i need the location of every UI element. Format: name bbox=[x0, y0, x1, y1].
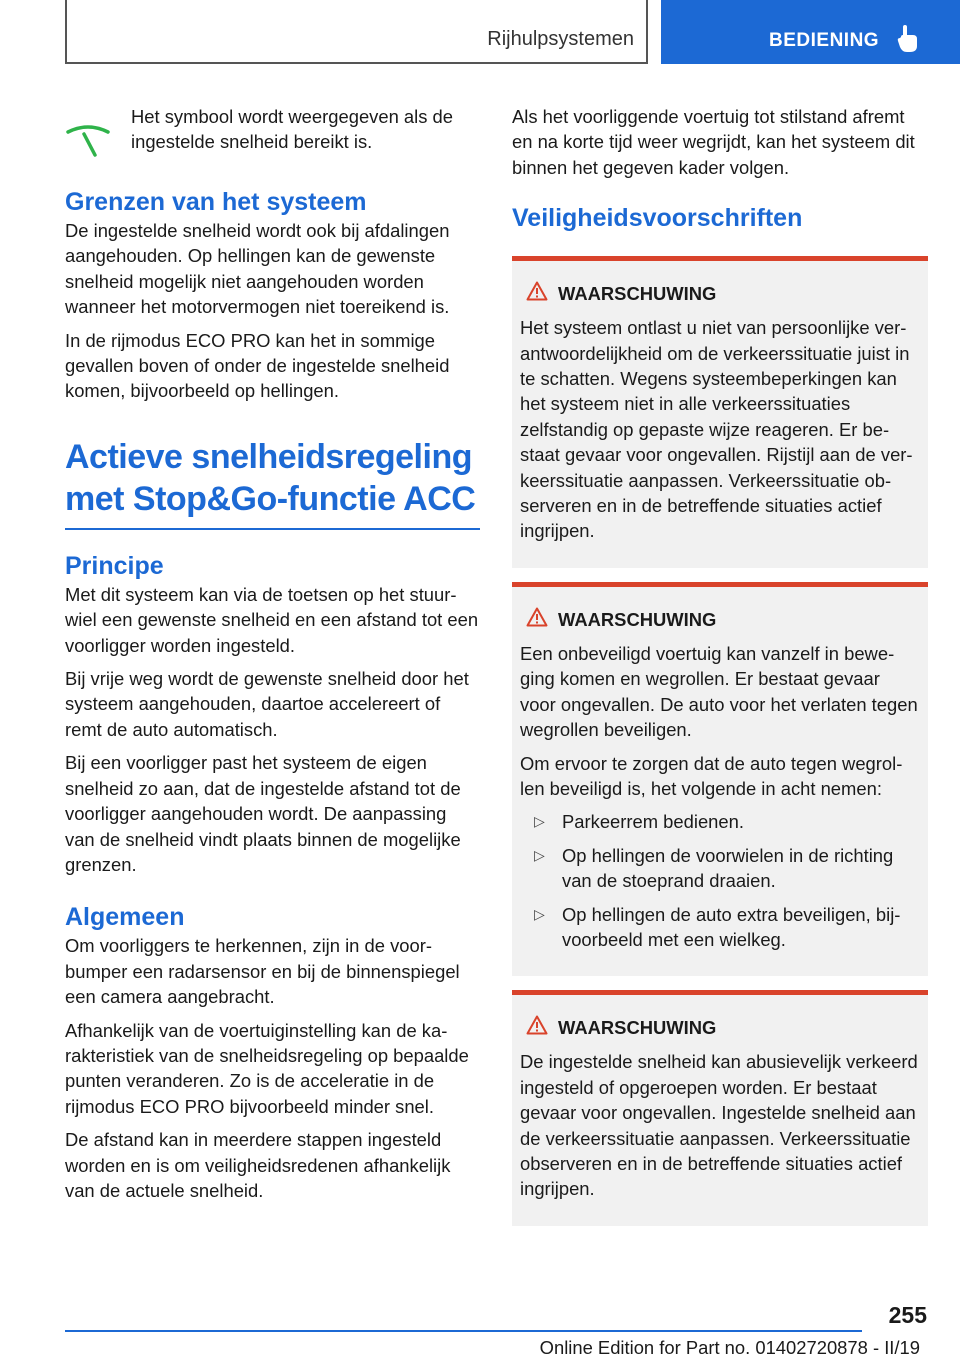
warning-text: Een onbeveiligd voertuig kan vanzelf in beweging komen en wegrollen. Er bestaat gevaar voor ongevallen. De auto voor het verlaten tegen wegrollen beveiligen. bbox=[520, 642, 918, 741]
heading-veiligheid: Veiligheidsvoorschriften bbox=[512, 204, 803, 233]
warning-heading bbox=[520, 283, 920, 305]
footer-edition: Online Edition for Part no. 01402720878 - II/19 bbox=[539, 1337, 920, 1358]
header-chapter-tab[interactable] bbox=[661, 0, 960, 64]
warning-triangle-icon bbox=[526, 607, 548, 627]
heading-grenzen: Grenzen van het systeem bbox=[65, 188, 367, 216]
algemeen-paragraph-2: Afhankelijk van de voertuiginstelling kan de karakteristiek van de snelheidsregeling op bepaalde punten veranderen. Zo is de acceleratie in de rijmodus ECO PRO bijvoorbeeld minder snel. bbox=[65, 1019, 469, 1117]
list-item: ▷ Op hellingen de voorwielen in de richting van de stoeprand draaien. bbox=[534, 844, 894, 892]
triangle-bullet-icon: ▷ bbox=[534, 905, 545, 922]
header-chapter-label: BEDIENING bbox=[769, 30, 880, 51]
warning-box bbox=[512, 256, 928, 568]
list-item: ▷ Parkeerrem bedienen. bbox=[520, 809, 920, 834]
triangle-bullet-icon: ▷ bbox=[534, 846, 545, 863]
list-item: ▷ Op hellingen de auto extra beveiligen, bijvoorbeeld met een wielkeg. bbox=[534, 903, 901, 950]
intro-paragraph: Als het voorliggende voertuig tot stilstand afremt en na korte tijd weer wegrijdt, kan het systeem dit binnen het gegeven kader volgen. bbox=[512, 106, 915, 178]
warning-bullet-list bbox=[520, 809, 920, 952]
grenzen-paragraph-2: In de rijmodus ECO PRO kan het in sommige gevallen boven of onder de ingestelde snelheid komen, bijvoorbeeld op hellingen. bbox=[65, 329, 450, 402]
warning-triangle-icon bbox=[526, 1015, 548, 1035]
principe-paragraph-1: Met dit systeem kan via de toetsen op het stuurwiel een gewenste snelheid en een afstand tot een voorligger worden ingesteld. bbox=[65, 583, 479, 656]
warning-box bbox=[512, 582, 928, 976]
footer-rule bbox=[65, 1330, 862, 1332]
warning-text: Om ervoor te zorgen dat de auto tegen wegrollen beveiligd is, het volgende in acht nemen: bbox=[520, 752, 903, 799]
heading-rule bbox=[65, 528, 480, 530]
warning-text: De ingestelde snelheid kan abusievelijk verkeerd ingesteld of opgeroepen worden. Er bestaat gevaar voor ongevallen. Ingestelde snelheid aan de verkeerssituatie aanpassen. Verkeerssituatie observeren en in de betreffende situaties actief ingrijpen. bbox=[520, 1051, 918, 1200]
warning-text: Het systeem ontlast u niet van persoonlijke verantwoordelijkheid om de verkeerssituatie juist in te schatten. Wegens systeembeperkingen kan het systeem niet in alle verkeerssituaties zelfstandig op gepaste wijze reageren. Er bestaat gevaar voor ongevallen. Rijstijl aan de verkeerssituatie aanpassen. Verkeerssituatie observeren en in de betreffende situaties actief ingrijpen. bbox=[520, 317, 913, 542]
warning-label: WAARSCHUWING bbox=[558, 283, 717, 305]
warning-heading bbox=[520, 609, 920, 631]
heading-principe: Principe bbox=[65, 551, 164, 580]
header-section-title: Rijhulpsystemen bbox=[487, 28, 634, 50]
heading-acc: Actieve snelheidsregeling met Stop&Go-functie ACC bbox=[65, 437, 476, 518]
principe-paragraph-3: Bij een voorligger past het systeem de eigen snelheid zo aan, dat de ingestelde afstand tot de voorligger aangehouden wordt. De aanpassing van de snelheid vindt plaats binnen de mogelijke grenzen. bbox=[65, 752, 461, 875]
warning-box bbox=[512, 990, 928, 1225]
heading-algemeen: Algemeen bbox=[65, 903, 185, 932]
right-column bbox=[512, 104, 928, 1238]
warning-label: WAARSCHUWING bbox=[558, 608, 717, 630]
warning-heading bbox=[520, 1017, 920, 1039]
algemeen-paragraph-3: De afstand kan in meerdere stappen ingesteld worden en is om veiligheidsredenen afhankelijk van de actuele snelheid. bbox=[65, 1129, 451, 1201]
pointing-hand-icon bbox=[897, 24, 919, 54]
page-number: 255 bbox=[888, 1302, 927, 1328]
grenzen-paragraph-1: De ingestelde snelheid wordt ook bij afdalingen aangehouden. Op hellingen kan de gewenste snelheid mogelijk niet aangehouden worden wanneer het motorvermogen niet toereikend is. bbox=[65, 220, 450, 318]
algemeen-paragraph-1: Om voorliggers te herkennen, zijn in de voorbumper een radarsensor en bij de binnenspiegel een camera aangebracht. bbox=[65, 935, 460, 1008]
triangle-bullet-icon: ▷ bbox=[534, 813, 545, 830]
warning-triangle-icon bbox=[526, 281, 548, 301]
principe-paragraph-2: Bij vrije weg wordt de gewenste snelheid door het systeem aangehouden, daartoe accelereert of remt de auto automatisch. bbox=[65, 668, 469, 740]
left-column bbox=[65, 104, 480, 1211]
speed-reached-icon bbox=[65, 118, 111, 158]
warning-label: WAARSCHUWING bbox=[558, 1017, 717, 1039]
symbol-description: Het symbool wordt weergegeven als de ingestelde snelheid bereikt is. bbox=[131, 106, 454, 153]
symbol-note bbox=[65, 104, 480, 164]
